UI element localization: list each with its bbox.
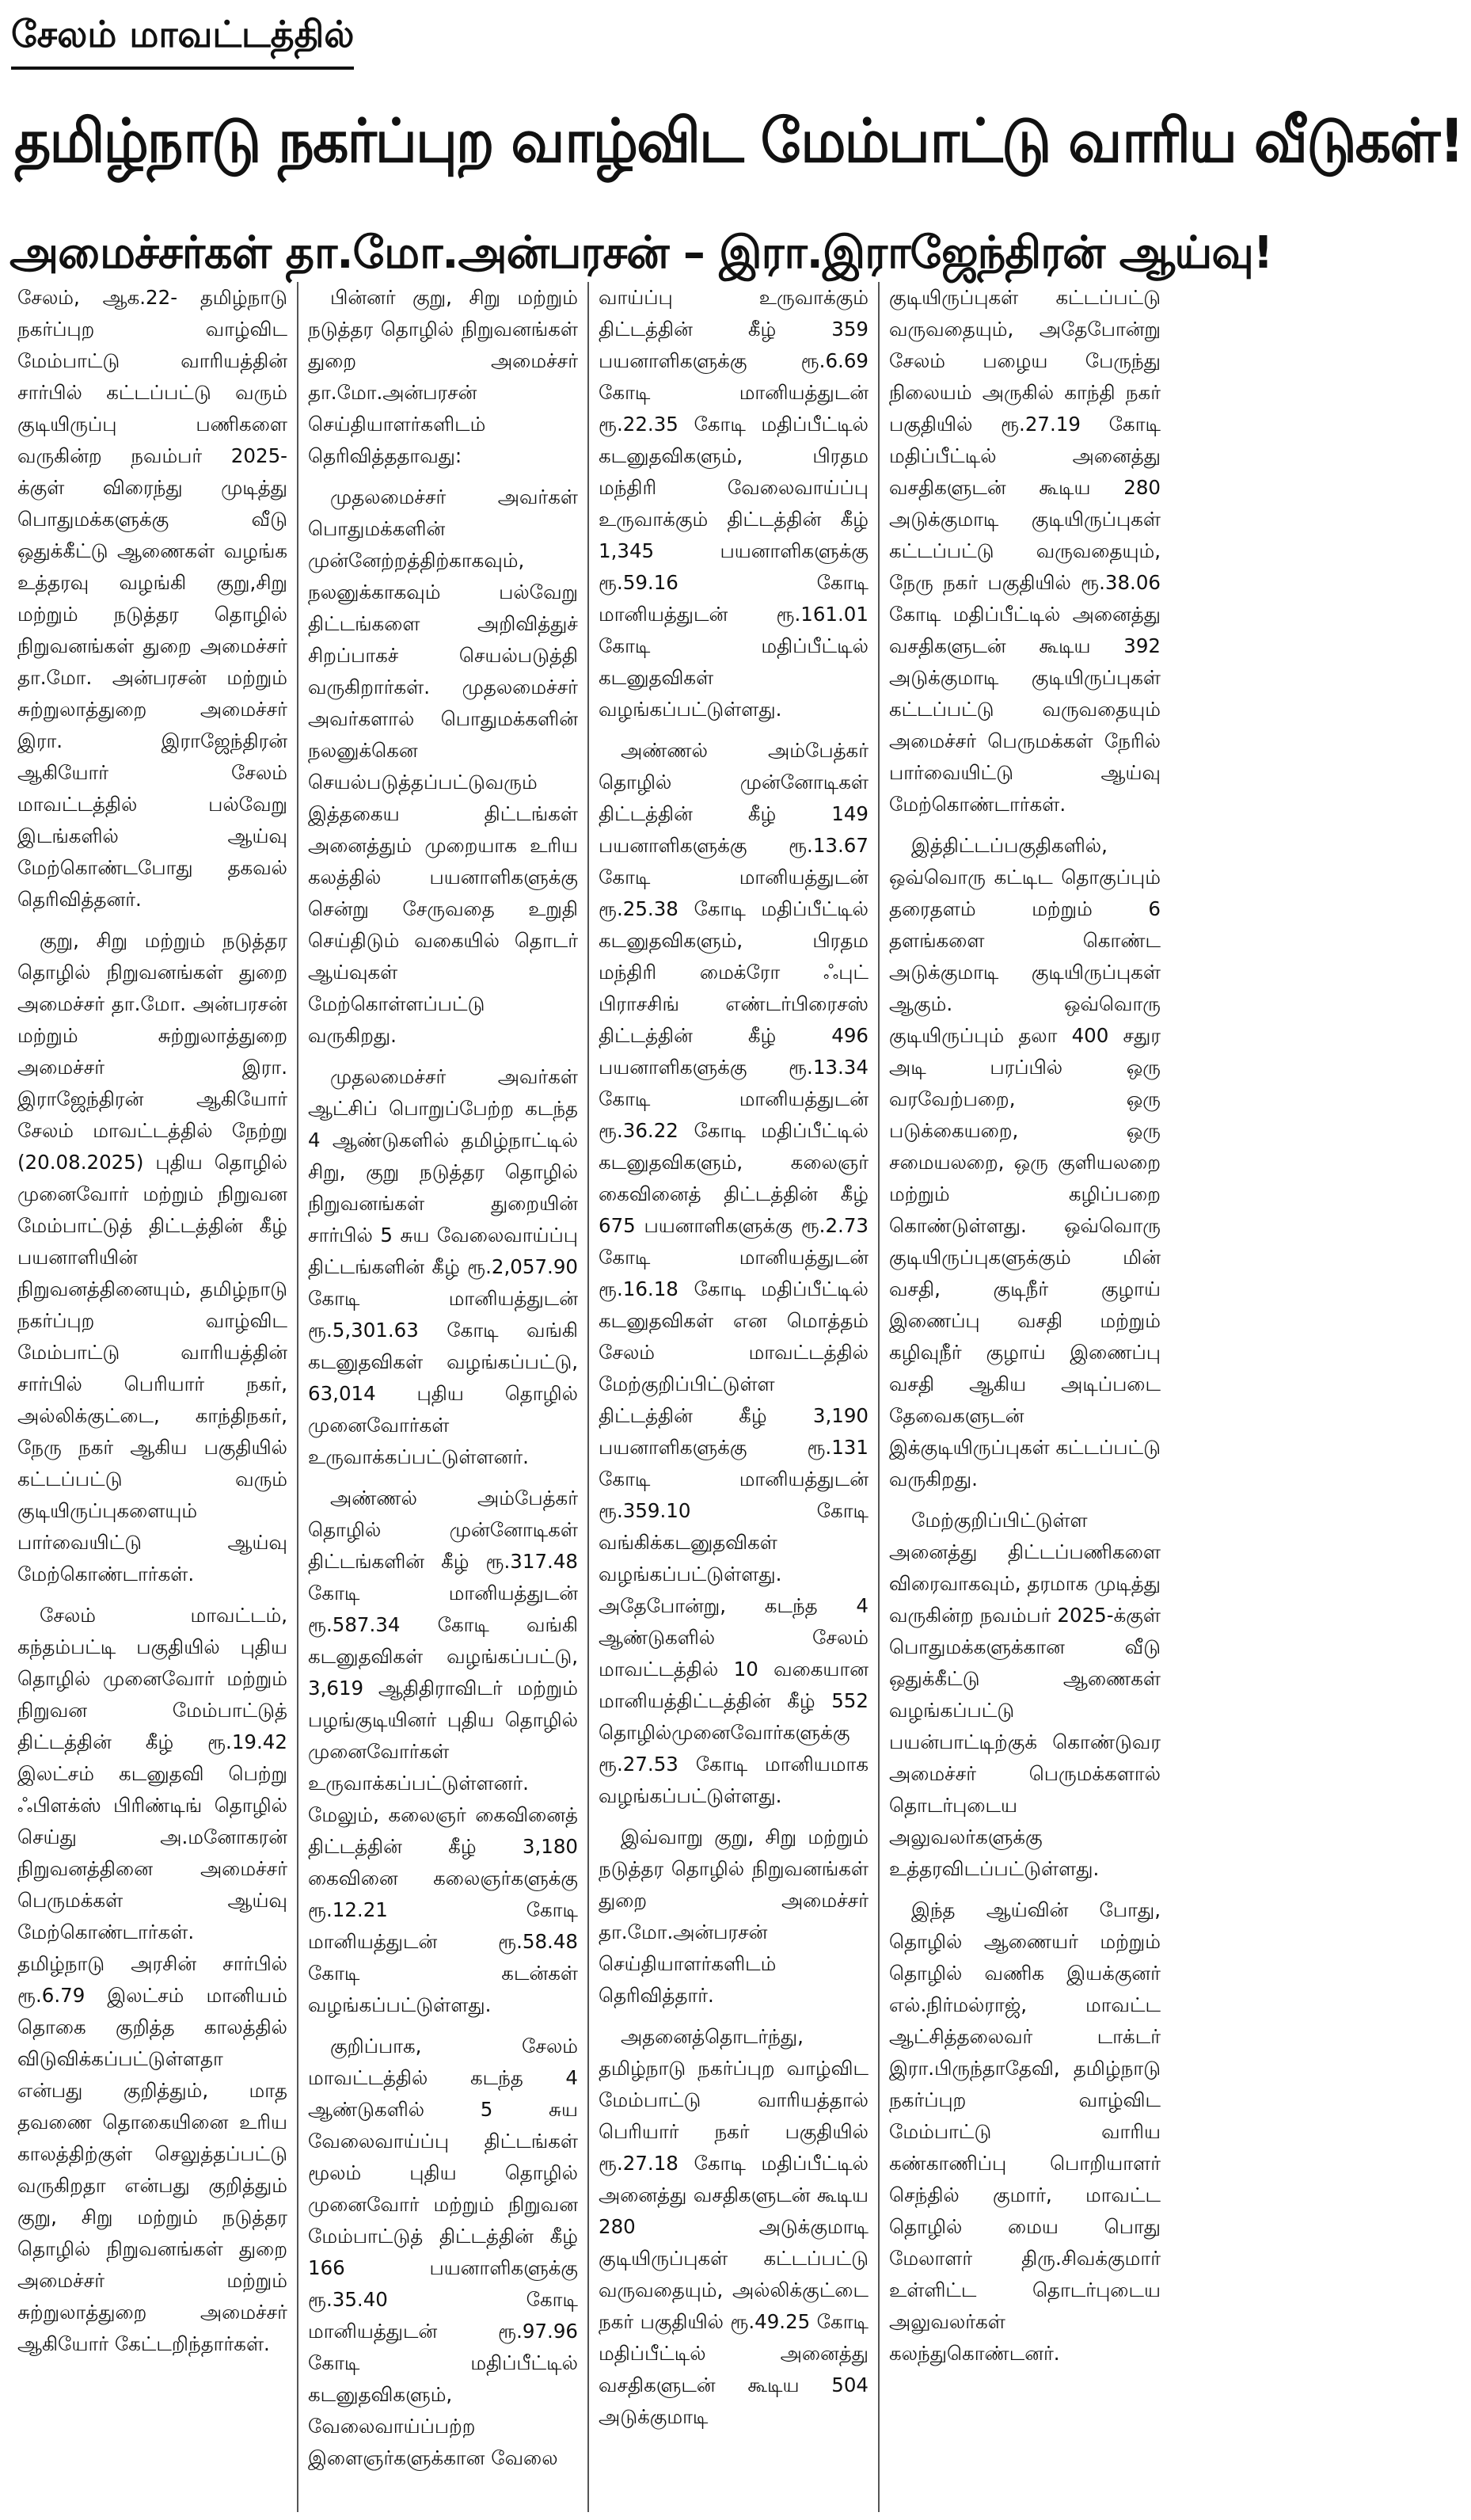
column-3: [589, 282, 880, 2512]
paragraph: இத்திட்டப்பகுதிகளில், ஒவ்வொரு கட்டிட தொகுப்பும் தரைதளம் மற்றும் 6 தளங்களை கொண்ட அடுக்குமாடி குடியிருப்புகள் ஆகும். ஒவ்வொரு குடியிருப்பும் தலா 400 சதுர அடி பரப்பில் ஒரு வரவேற்பறை, ஒரு படுக்கையறை, ஒரு சமையலறை, ஒரு குளியலறை மற்றும் கழிப்பறை கொண்டுள்ளது. ஒவ்வொரு குடியிருப்புகளுக்கும் மின் வசதி, குடிநீர் குழாய் இணைப்பு வசதி மற்றும் கழிவுநீர் குழாய் இணைப்பு வசதி ஆகிய அடிப்படை தேவைகளுடன் இக்குடியிருப்புகள் கட்டப்பட்டு வருகிறது.: [889, 834, 1161, 1490]
paragraph: குடியிருப்புகள் கட்டப்பட்டு வருவதையும், அதேபோன்று சேலம் பழைய பேருந்து நிலையம் அருகில் காந்தி நகர் பகுதியில் ரூ.27.19 கோடி மதிப்பீட்டில் அனைத்து வசதிகளுடன் கூடிய 280 அடுக்குமாடி குடியிருப்புகள் கட்டப்பட்டு வருவதையும், நேரு நகர் பகுதியில் ரூ.38.06 கோடி மதிப்பீட்டில் அனைத்து வசதிகளுடன் கூடிய 392 அடுக்குமாடி குடியிருப்புகள் கட்டப்பட்டு வருவதையும் அமைச்சர் பெருமக்கள் நேரில் பார்வையிட்டு ஆய்வு மேற்கொண்டார்கள்.: [889, 286, 1161, 816]
paragraph: வாய்ப்பு உருவாக்கும் திட்டத்தின் கீழ் 359 பயனாளிகளுக்கு ரூ.6.69 கோடி மானியத்துடன் ரூ.22.35 கோடி மதிப்பீட்டில் கடனுதவிகளும், பிரதம மந்திரி வேலைவாய்ப்பு உருவாக்கும் திட்டத்தின் கீழ் 1,345 பயனாளிகளுக்கு ரூ.59.16 கோடி மானியத்துடன் ரூ.161.01 கோடி மதிப்பீட்டில் கடனுதவிகள் வழங்கப்பட்டுள்ளது.: [599, 286, 869, 721]
paragraph: அண்ணல் அம்பேத்கர் தொழில் முன்னோடிகள் திட்டத்தின் கீழ் 149 பயனாளிகளுக்கு ரூ.13.67 கோடி மானியத்துடன் ரூ.25.38 கோடி மதிப்பீட்டில் கடனுதவிகளும், பிரதம மந்திரி மைக்ரோ ஃபுட் பிராசசிங் எண்டர்பிரைசஸ் திட்டத்தின் கீழ் 496 பயனாளிகளுக்கு ரூ.13.34 கோடி மானியத்துடன் ரூ.36.22 கோடி மதிப்பீட்டில் கடனுதவிகளும், கலைஞர் கைவினைத் திட்டத்தின் கீழ் 675 பயனாளிகளுக்கு ரூ.2.73 கோடி மானியத்துடன் ரூ.16.18 கோடி மதிப்பீட்டில் கடனுதவிகள் என மொத்தம் சேலம் மாவட்டத்தில் மேற்குறிப்பிட்டுள்ள திட்டத்தின் கீழ் 3,190 பயனாளிகளுக்கு ரூ.131 கோடி மானியத்துடன் ரூ.359.10 கோடி வங்கிக்கடனுதவிகள் வழங்கப்பட்டுள்ளது. அதேபோன்று, கடந்த 4 ஆண்டுகளில் சேலம் மாவட்டத்தில் 10 வகையான மானியத்திட்டத்தின் கீழ் 552 தொழில்முனைவோர்களுக்கு ரூ.27.53 கோடி மானியமாக வழங்கப்பட்டுள்ளது.: [599, 739, 869, 1807]
paragraph: இவ்வாறு குறு, சிறு மற்றும் நடுத்தர தொழில் நிறுவனங்கள் துறை அமைச்சர் தா.மோ.அன்பரசன் செய்தியாளர்களிடம் தெரிவித்தார்.: [599, 1825, 869, 2007]
headline: தமிழ்நாடு நகர்ப்புற வாழ்விட மேம்பாட்டு வாரிய வீடுகள்!: [14, 105, 1464, 176]
paragraph: சேலம், ஆக.22- தமிழ்நாடு நகர்ப்புற வாழ்விட மேம்பாட்டு வாரியத்தின் சார்பில் கட்டப்பட்டு வரும் குடியிருப்பு பணிகளை வருகின்ற நவம்பர் 2025-க்குள் விரைந்து முடித்து பொதுமக்களுக்கு வீடு ஒதுக்கீட்டு ஆணைகள் வழங்க உத்தரவு வழங்கி குறு,சிறு மற்றும் நடுத்தர தொழில் நிறுவனங்கள் துறை அமைச்சர் தா.மோ. அன்பரசன் மற்றும் சுற்றுலாத்துறை அமைச்சர் இரா. இராஜேந்திரன் ஆகியோர் சேலம் மாவட்டத்தில் பல்வேறு இடங்களில் ஆய்வு மேற்கொண்டபோது தகவல் தெரிவித்தனர்.: [17, 286, 287, 911]
kicker-title: சேலம் மாவட்டத்தில்: [11, 6, 354, 70]
column-2: [298, 282, 589, 2512]
paragraph: அதனைத்தொடர்ந்து, தமிழ்நாடு நகர்ப்புற வாழ்விட மேம்பாட்டு வாரியத்தால் பெரியார் நகர் பகுதியில் ரூ.27.18 கோடி மதிப்பீட்டில் அனைத்து வசதிகளுடன் கூடிய 280 அடுக்குமாடி குடியிருப்புகள் கட்டப்பட்டு வருவதையும், அல்லிக்குட்டை நகர் பகுதியில் ரூ.49.25 கோடி மதிப்பீட்டில் அனைத்து வசதிகளுடன் கூடிய 504 அடுக்குமாடி: [599, 2025, 869, 2428]
column-4: [880, 282, 1170, 2512]
paragraph: இந்த ஆய்வின் போது, தொழில் ஆணையர் மற்றும் தொழில் வணிக இயக்குனர் எல்.நிர்மல்ராஜ், மாவட்ட ஆட்சித்தலைவர் டாக்டர் இரா.பிருந்தாதேவி, தமிழ்நாடு நகர்ப்புற வாழ்விட மேம்பாட்டு வாரிய கண்காணிப்பு பொறியாளர் செந்தில் குமார், மாவட்ட தொழில் மைய பொது மேலாளர் திரு.சிவக்குமார் உள்ளிட்ட தொடர்புடைய அலுவலர்கள் கலந்துகொண்டனர்.: [889, 1898, 1161, 2365]
paragraph: மேற்குறிப்பிட்டுள்ள அனைத்து திட்டப்பணிகளை விரைவாகவும், தரமாக முடித்து வருகின்ற நவம்பர் 2025-க்குள் பொதுமக்களுக்கான வீடு ஒதுக்கீட்டு ஆணைகள் வழங்கப்பட்டு பயன்பாட்டிற்குக் கொண்டுவர அமைச்சர் பெருமக்களால் தொடர்புடைய அலுவலர்களுக்கு உத்தரவிடப்பட்டுள்ளது.: [889, 1509, 1161, 1880]
paragraph: குறிப்பாக, சேலம் மாவட்டத்தில் கடந்த 4 ஆண்டுகளில் 5 சுய வேலைவாய்ப்பு திட்டங்கள் மூலம் புதிய தொழில் முனைவோர் மற்றும் நிறுவன மேம்பாட்டுத் திட்டத்தின் கீழ் 166 பயனாளிகளுக்கு ரூ.35.40 கோடி மானியத்துடன் ரூ.97.96 கோடி மதிப்பீட்டில் கடனுதவிகளும், வேலைவாய்ப்பற்ற இளைஞர்களுக்கான வேலை: [308, 2035, 578, 2469]
paragraph: அண்ணல் அம்பேத்கர் தொழில் முன்னோடிகள் திட்டங்களின் கீழ் ரூ.317.48 கோடி மானியத்துடன் ரூ.587.34 கோடி வங்கி கடனுதவிகள் வழங்கப்பட்டு, 3,619 ஆதிதிராவிடர் மற்றும் பழங்குடியினர் புதிய தொழில் முனைவோர்கள் உருவாக்கப்பட்டுள்ளனர். மேலும், கலைஞர் கைவினைத் திட்டத்தின் கீழ் 3,180 கைவினை கலைஞர்களுக்கு ரூ.12.21 கோடி மானியத்துடன் ரூ.58.48 கோடி கடன்கள் வழங்கப்பட்டுள்ளது.: [308, 1486, 578, 2016]
paragraph: முதலமைச்சர் அவர்கள் ஆட்சிப் பொறுப்பேற்ற கடந்த 4 ஆண்டுகளில் தமிழ்நாட்டில் சிறு, குறு நடுத்தர தொழில் நிறுவனங்கள் துறையின் சார்பில் 5 சுய வேலைவாய்ப்பு திட்டங்களின் கீழ் ரூ.2,057.90 கோடி மானியத்துடன் ரூ.5,301.63 கோடி வங்கி கடனுதவிகள் வழங்கப்பட்டு, 63,014 புதிய தொழில் முனைவோர்கள் உருவாக்கப்பட்டுள்ளனர்.: [308, 1065, 578, 1468]
article-body: [8, 282, 1463, 2512]
column-1: [8, 282, 298, 2512]
subheadline: அமைச்சர்கள் தா.மோ.அன்பரசன் – இரா.இராஜேந்திரன் ஆய்வு!: [10, 227, 1273, 279]
paragraph: பின்னர் குறு, சிறு மற்றும் நடுத்தர தொழில் நிறுவனங்கள் துறை அமைச்சர் தா.மோ.அன்பரசன் செய்தியாளர்களிடம் தெரிவித்ததாவது:: [308, 286, 578, 467]
paragraph: முதலமைச்சர் அவர்கள் பொதுமக்களின் முன்னேற்றத்திற்காகவும், நலனுக்காகவும் பல்வேறு திட்டங்களை அறிவித்துச் சிறப்பாகச் செயல்படுத்தி வருகிறார்கள். முதலமைச்சர் அவர்களால் பொதுமக்களின் நலனுக்கென செயல்படுத்தப்பட்டுவரும் இத்தகைய திட்டங்கள் அனைத்தும் முறையாக உரிய கலத்தில் பயனாளிகளுக்கு சென்று சேருவதை உறுதி செய்திடும் வகையில் தொடர் ஆய்வுகள் மேற்கொள்ளப்பட்டு வருகிறது.: [308, 485, 578, 1047]
paragraph: சேலம் மாவட்டம், கந்தம்பட்டி பகுதியில் புதிய தொழில் முனைவோர் மற்றும் நிறுவன மேம்பாட்டுத் திட்டத்தின் கீழ் ரூ.19.42 இலட்சம் கடனுதவி பெற்று ஃபிளக்ஸ் பிரிண்டிங் தொழில் செய்து அ.மனோகரன் நிறுவனத்தினை அமைச்சர் பெருமக்கள் ஆய்வு மேற்கொண்டார்கள். தமிழ்நாடு அரசின் சார்பில் ரூ.6.79 இலட்சம் மானியம் தொகை குறித்த காலத்தில் விடுவிக்கப்பட்டுள்ளதா என்பது குறித்தும், மாத தவணை தொகையினை உரிய காலத்திற்குள் செலுத்தப்பட்டு வருகிறதா என்பது குறித்தும் குறு, சிறு மற்றும் நடுத்தர தொழில் நிறுவனங்கள் துறை அமைச்சர் மற்றும் சுற்றுலாத்துறை அமைச்சர் ஆகியோர் கேட்டறிந்தார்கள்.: [17, 1604, 287, 2355]
paragraph: குறு, சிறு மற்றும் நடுத்தர தொழில் நிறுவனங்கள் துறை அமைச்சர் தா.மோ. அன்பரசன் மற்றும் சுற்றுலாத்துறை அமைச்சர் இரா. இராஜேந்திரன் ஆகியோர் சேலம் மாவட்டத்தில் நேற்று (20.08.2025) புதிய தொழில் முனைவோர் மற்றும் நிறுவன மேம்பாட்டுத் திட்டத்தின் கீழ் பயனாளியின் நிறுவனத்தினையும், தமிழ்நாடு நகர்ப்புற வாழ்விட மேம்பாட்டு வாரியத்தின் சார்பில் பெரியார் நகர், அல்லிக்குட்டை, காந்திநகர், நேரு நகர் ஆகிய பகுதியில் கட்டப்பட்டு வரும் குடியிருப்புகளையும் பார்வையிட்டு ஆய்வு மேற்கொண்டார்கள்.: [17, 929, 287, 1585]
